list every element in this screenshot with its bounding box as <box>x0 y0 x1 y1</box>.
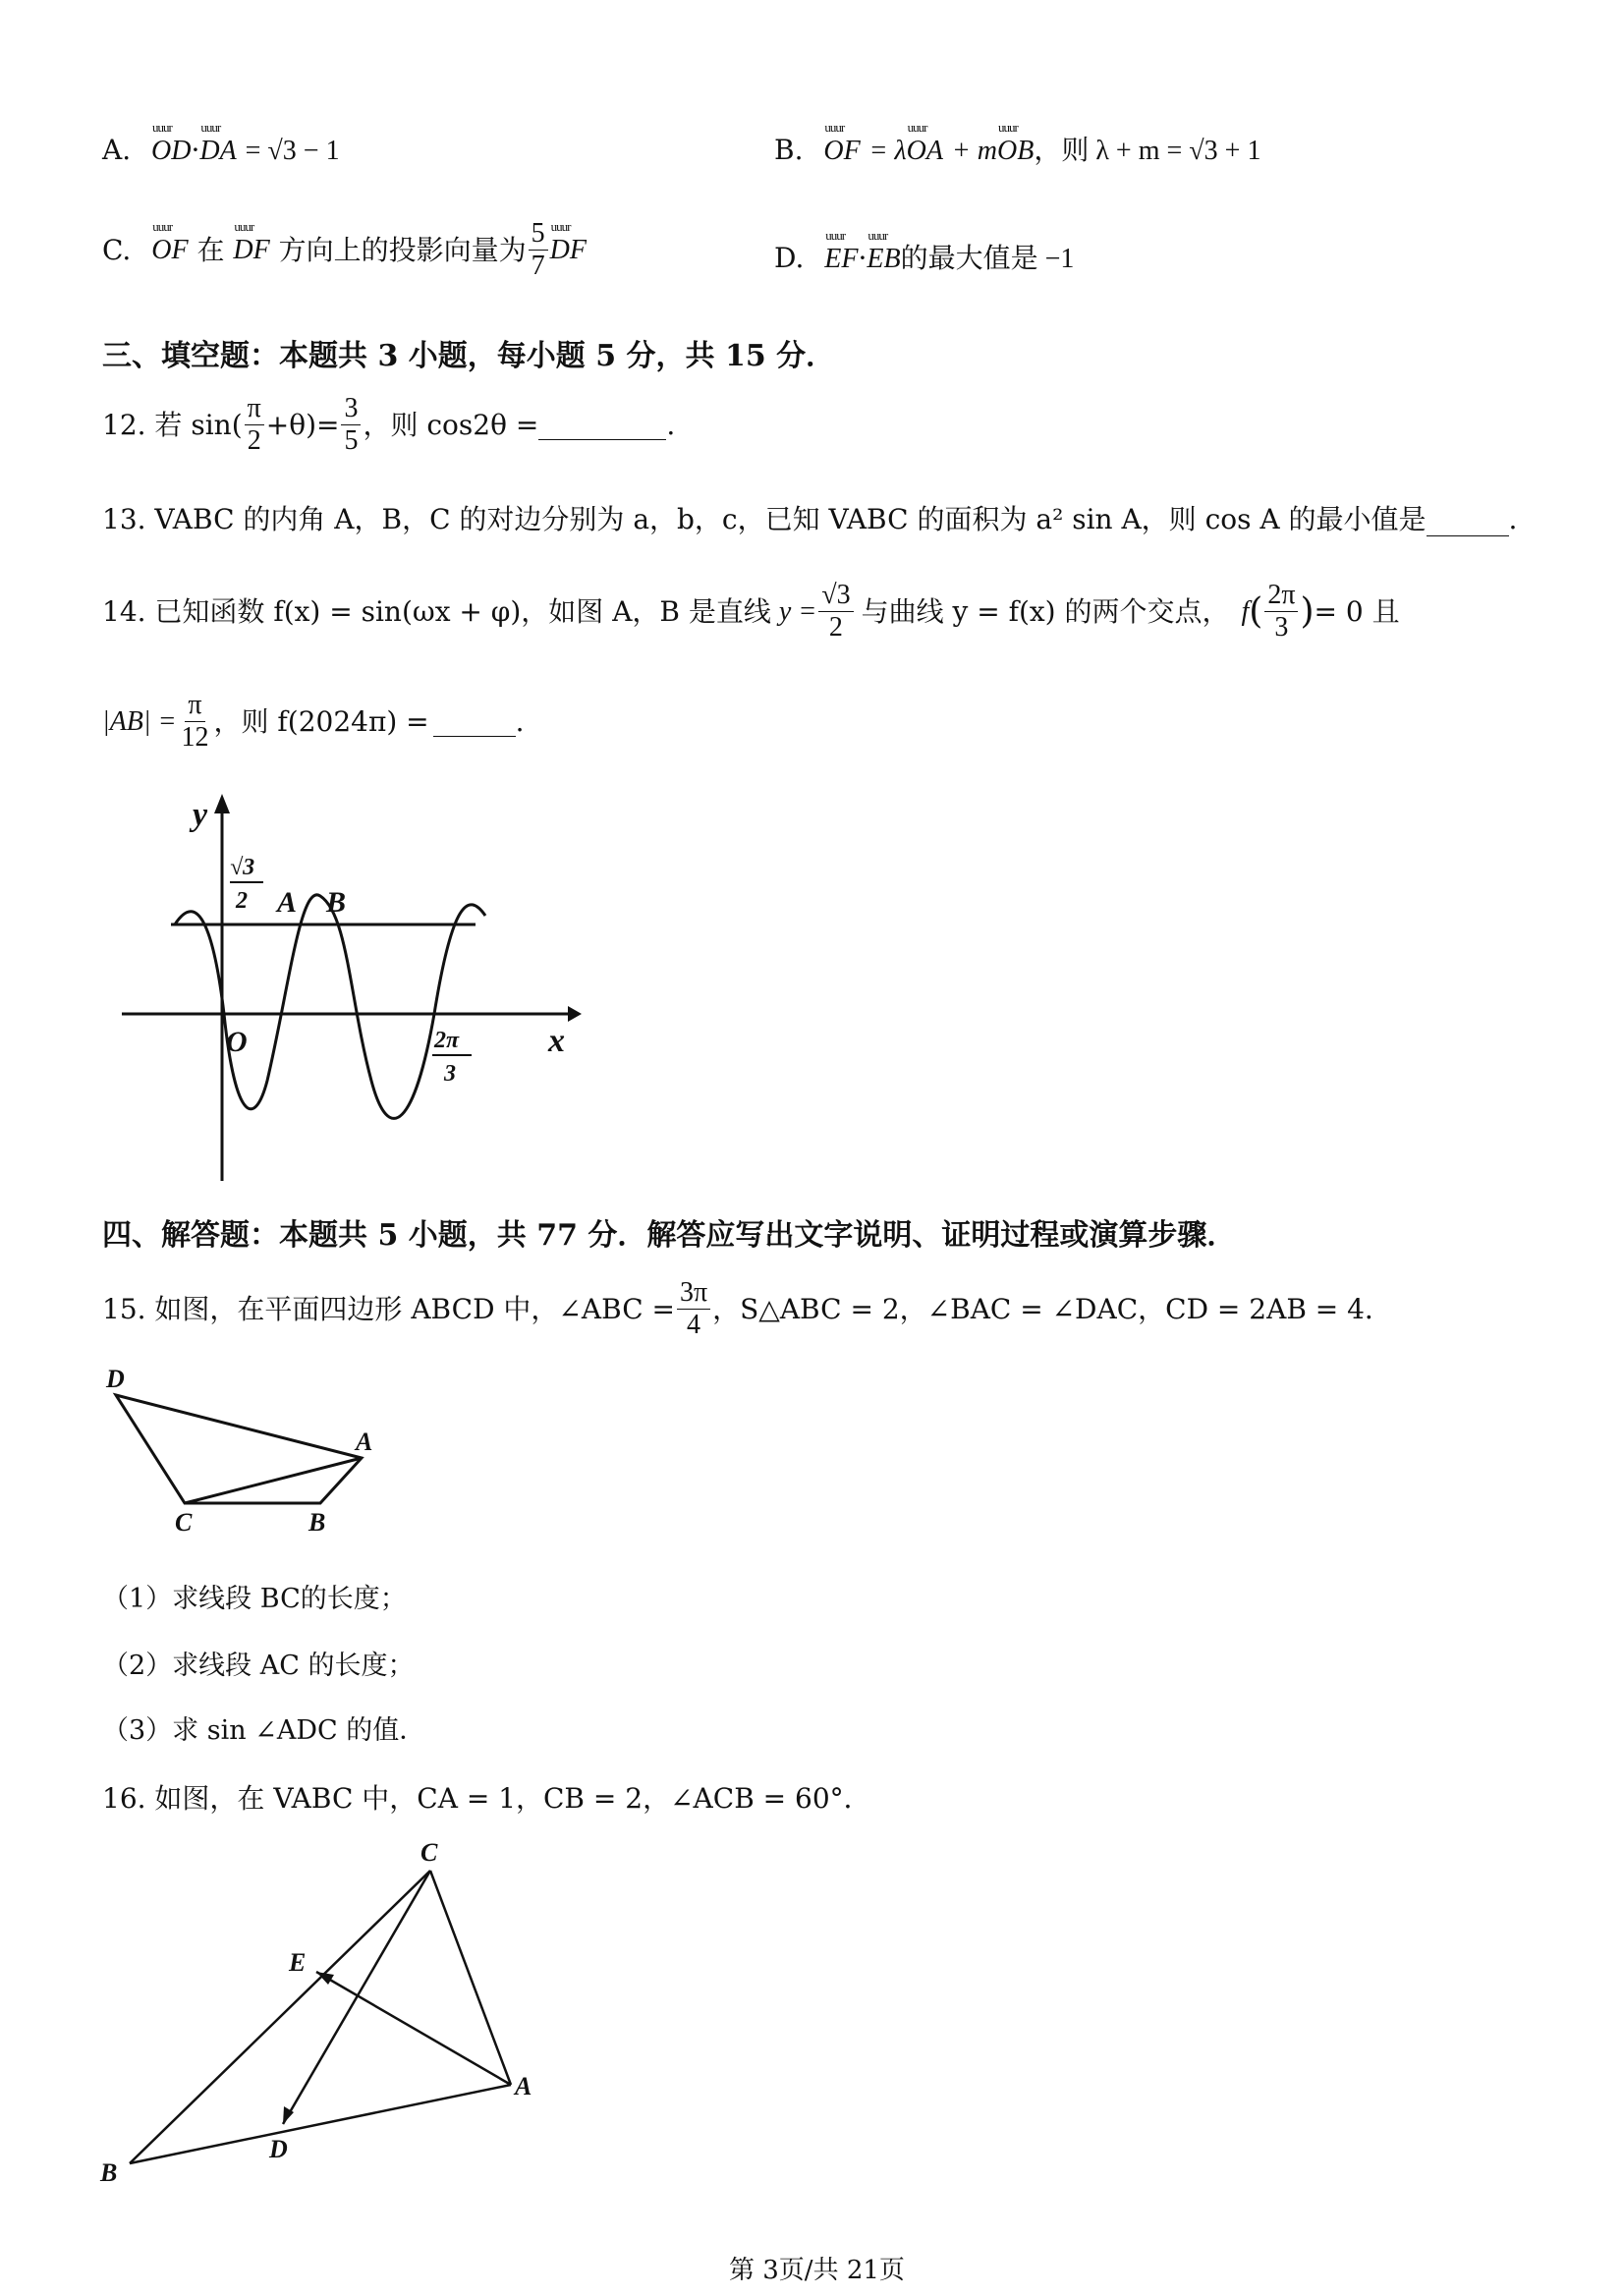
fig16-e-label: E <box>289 1948 307 1977</box>
q12-end: . <box>666 408 676 441</box>
q14-end: . <box>515 704 525 738</box>
x-axis-arrow <box>568 1006 582 1022</box>
question-15 <box>102 1277 1392 1341</box>
option-d: D. uuur EF·uuur EB的最大值是 −1 <box>774 242 1074 276</box>
q14-paren-open: ( <box>1249 591 1263 633</box>
question-16: 16. 如图，在 VABC 中，CA = 1，CB = 2，∠ACB = 60°． <box>102 1782 871 1815</box>
fig16-c-label: C <box>420 1838 438 1867</box>
vector-od: uuur OD <box>151 135 191 168</box>
fraction-5-7: $\frac{5}{7}$ <box>529 218 548 282</box>
graph-three: 3 <box>444 1061 456 1087</box>
option-c-text1: 在 <box>196 233 225 266</box>
fraction-pi-2: $\frac{\pi}{2}$ <box>245 393 264 457</box>
quadrilateral-figure <box>102 1366 397 1552</box>
q14-pre: 14. 已知函数 f(x) = sin(ωx + φ)，如图 A，B 是直线 <box>102 594 771 628</box>
graph-point-a-label: A <box>277 886 298 919</box>
question-13 <box>102 503 1517 536</box>
section-4-header: 四、解答题：本题共 5 小题，共 77 分．解答应写出文字说明、证明过程或演算步骤． <box>102 1218 1237 1253</box>
fraction-3pi-4: $\frac{3\pi}{4}$ <box>677 1277 710 1341</box>
graph-two: 2 <box>236 888 248 914</box>
q14-line2-post: ，则 f(2024π) = <box>213 704 429 738</box>
q13-answer-blank[interactable] <box>1427 506 1509 536</box>
diagonal-ac <box>185 1458 362 1503</box>
vector-cd <box>283 1871 430 2124</box>
fig15-b-label: B <box>308 1508 326 1537</box>
q14-mid: 与曲线 y = f(x) 的两个交点， <box>861 594 1230 628</box>
graph-y-label: y <box>193 797 208 833</box>
vector-df: uuur DF <box>233 234 269 267</box>
q12-post: ，则 cos2θ = <box>363 408 539 441</box>
option-b-rest: ，则 λ + m = √3 + 1 <box>1034 136 1261 166</box>
option-a-label: A. <box>102 134 132 166</box>
q14-y-eq: y = <box>778 595 817 627</box>
fig16-d-label: D <box>269 2135 288 2163</box>
q12-mid: +θ)= <box>265 408 340 441</box>
option-a-rest: = √3 − 1 <box>245 136 340 166</box>
q14-post: = 0 且 <box>1314 594 1400 628</box>
vector-oa: uuur OA <box>907 135 943 168</box>
triangle-figure <box>94 1837 556 2191</box>
vector-ob: uuur OB <box>997 135 1034 168</box>
fraction-2pi-3: $\frac{2\pi}{3}$ <box>1264 580 1298 644</box>
quadrilateral-abcd <box>116 1395 362 1503</box>
vector-of-c: uuur OF <box>151 234 188 267</box>
option-d-rest: 的最大值是 −1 <box>900 244 1075 274</box>
q12-pre: 12. 若 sin( <box>102 408 243 441</box>
side-ca <box>430 1871 511 2085</box>
q14-f: f <box>1241 595 1250 627</box>
q15-part-2: （2）求线段 AC 的长度； <box>102 1651 415 1681</box>
option-c <box>102 218 587 282</box>
fraction-3-5: $\frac{3}{5}$ <box>341 393 361 457</box>
option-c-text2: 方向上的投影向量为 <box>278 233 527 266</box>
fig15-a-label: A <box>356 1428 373 1456</box>
q13-text: 13. VABC 的内角 A，B，C 的对边分别为 a，b，c，已知 VABC 的面积为 a² sin A，则 cos A 的最小值是 <box>102 503 1427 535</box>
graph-origin-label: O <box>226 1026 248 1058</box>
q15-post: ，S△ABC = 2，∠BAC = ∠DAC，CD = 2AB = 4． <box>712 1292 1392 1325</box>
vector-eb: uuur EB <box>867 243 900 276</box>
question-14 <box>102 580 1400 644</box>
vector-da: uuur DA <box>199 135 236 168</box>
graph-2pi: 2π <box>434 1028 460 1053</box>
q14-ab: |AB| = <box>102 705 177 737</box>
option-b-plus: + m <box>951 136 998 166</box>
option-b <box>774 134 1260 168</box>
question-12 <box>102 393 675 457</box>
fig15-c-label: C <box>175 1508 193 1537</box>
q15-part-3: （3）求 sin ∠ADC 的值． <box>102 1715 426 1746</box>
q14-answer-blank[interactable] <box>433 706 516 737</box>
side-ab <box>130 2085 511 2163</box>
graph-x-label: x <box>548 1023 565 1059</box>
q13-end: . <box>1508 503 1518 535</box>
vector-of: uuur OF <box>823 135 860 168</box>
side-bc <box>130 1871 430 2163</box>
graph-sqrt3: √3 <box>230 855 255 880</box>
fraction-sqrt3-2: $\frac{√3}{2}$ <box>818 580 853 644</box>
option-b-label: B. <box>774 134 804 166</box>
fig16-a-label: A <box>515 2072 532 2100</box>
q15-part-1: （1）求线段 BC的长度； <box>102 1584 407 1614</box>
section-3-header: 三、填空题：本题共 3 小题，每小题 5 分，共 15 分． <box>102 339 836 373</box>
q14-paren-close: ) <box>1300 591 1315 633</box>
option-b-mid: = λ <box>868 136 907 166</box>
question-14-line2 <box>102 690 525 754</box>
y-axis-arrow <box>214 794 230 813</box>
option-d-label: D. <box>774 242 805 274</box>
option-c-label: C. <box>102 233 132 266</box>
sine-graph <box>108 786 580 1189</box>
graph-point-b-label: B <box>326 886 347 919</box>
option-a: A. uuur OD·uuur DA = √3 − 1 <box>102 134 340 168</box>
vector-df-2: uuur DF <box>550 234 587 267</box>
vector-ef: uuur EF <box>824 243 858 276</box>
q12-answer-blank[interactable] <box>538 410 666 440</box>
fraction-pi-12: $\frac{\pi}{12}$ <box>181 690 209 754</box>
page-footer: 第 3页/共 21页 <box>729 2256 905 2285</box>
fig15-d-label: D <box>106 1365 125 1393</box>
q15-pre: 15. 如图，在平面四边形 ABCD 中，∠ABC = <box>102 1292 675 1325</box>
fig16-b-label: B <box>100 2158 118 2187</box>
vector-ae <box>316 1972 511 2085</box>
